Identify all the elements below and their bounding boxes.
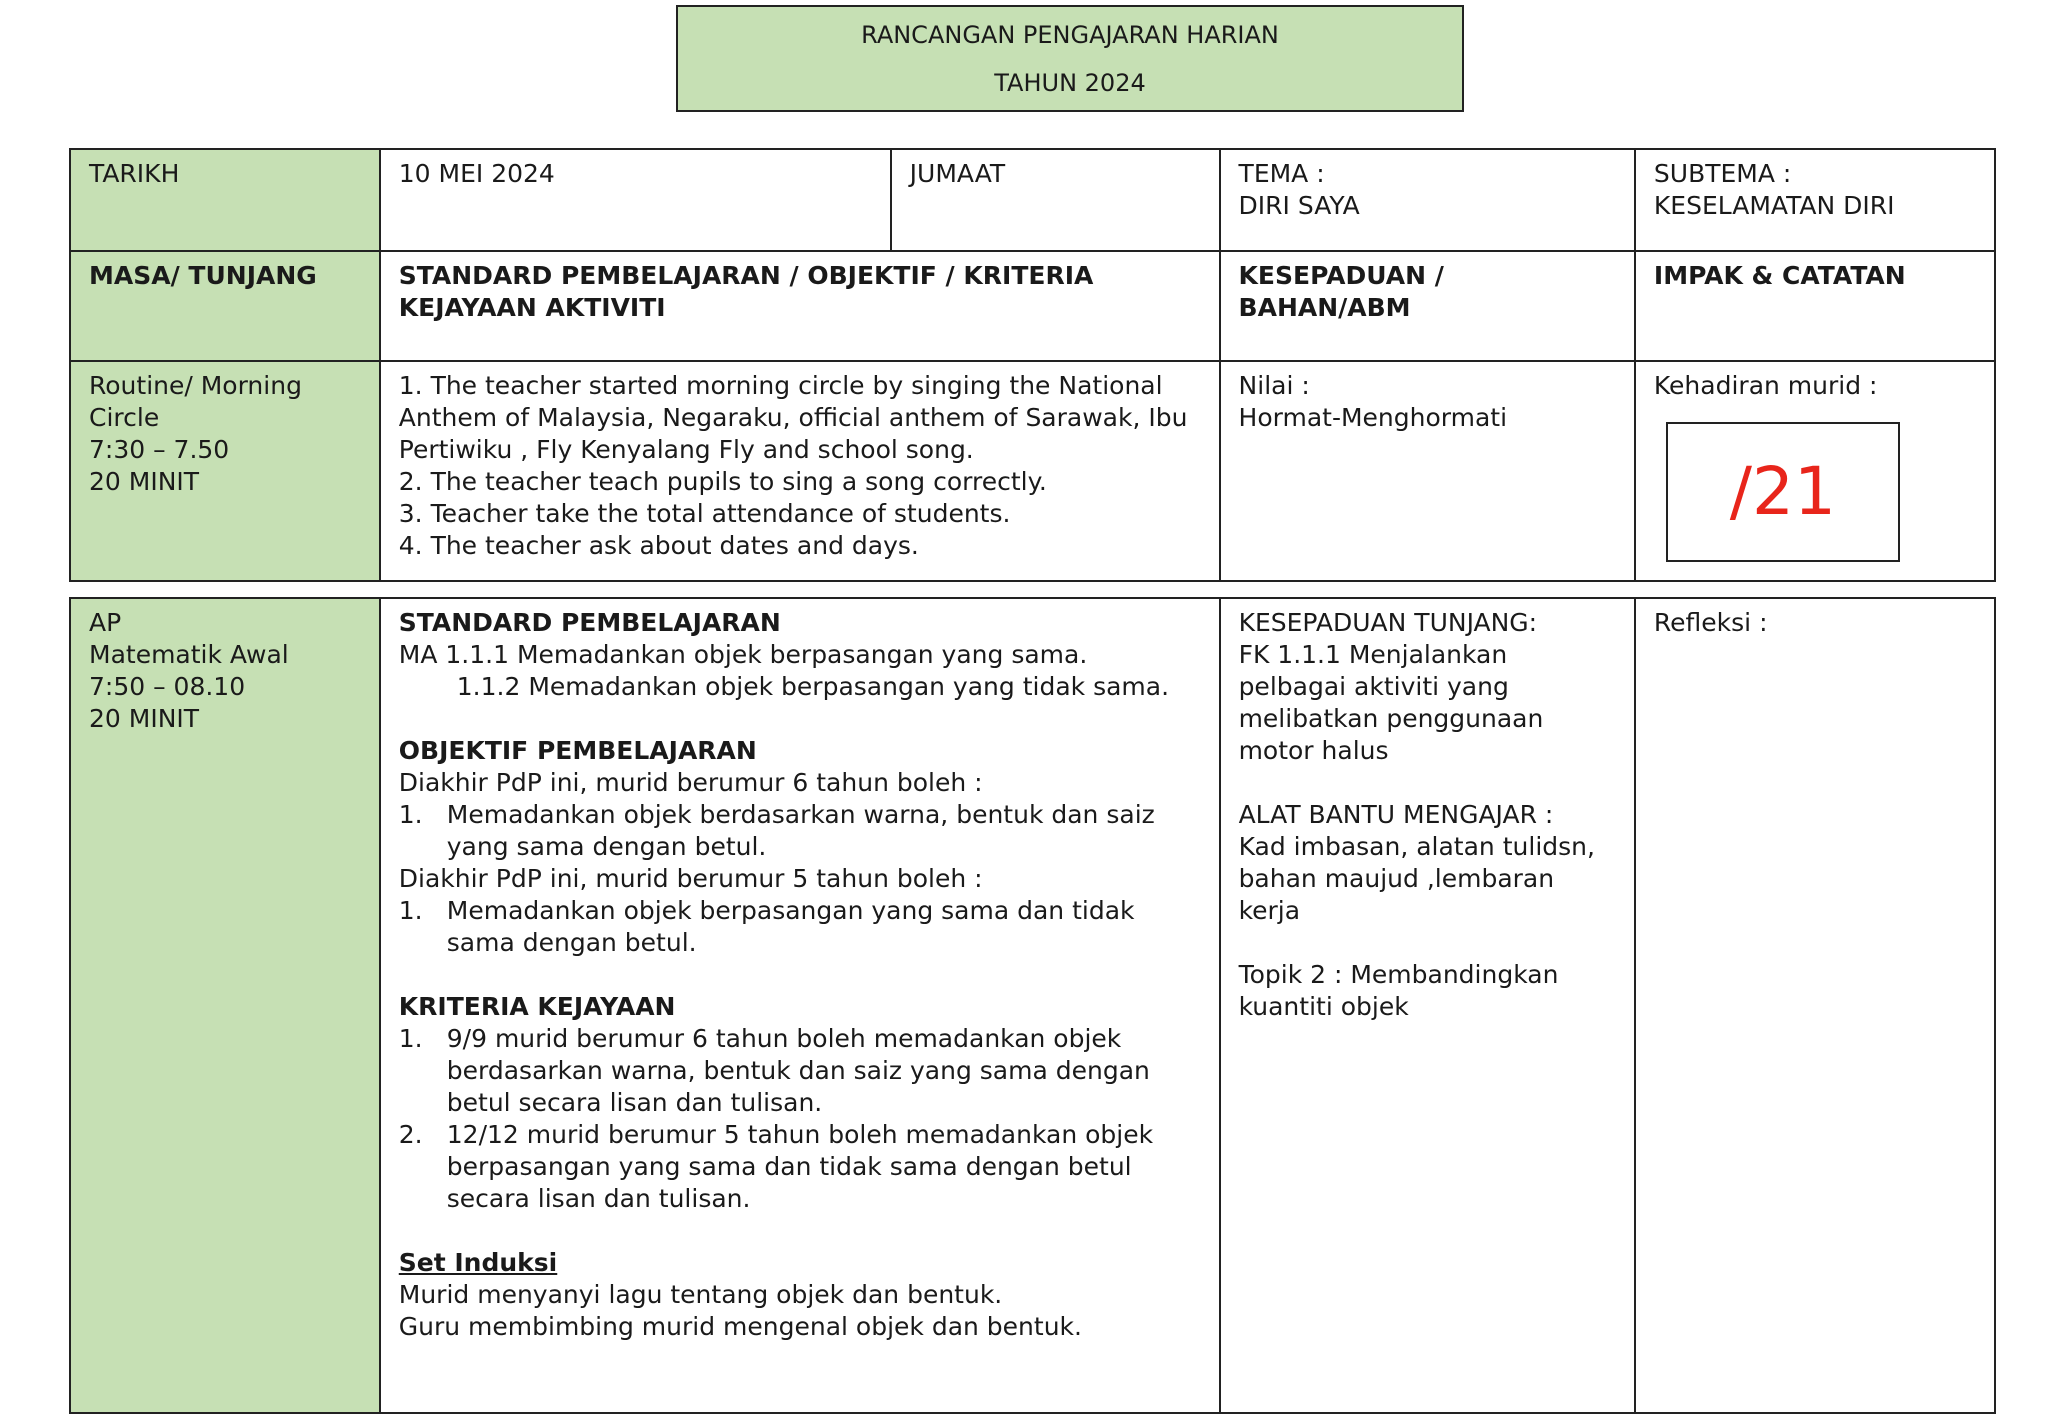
si-line: Murid menyanyi lagu tentang objek dan bentuk.: [398, 1280, 1003, 1309]
routine-row: [70, 361, 1995, 581]
routine-time: 7:30 – 7.50: [89, 435, 230, 464]
op-item-text: Memadankan objek berdasarkan warna, bentuk dan saiz yang sama dengan betul.: [446, 800, 1155, 861]
session-time-cell: [70, 598, 380, 1413]
impak-header: IMPAK & CATATAN: [1635, 251, 1995, 361]
column-header-row: [70, 251, 1995, 361]
abm-text: Kad imbasan, alatan tulidsn, bahan maujud ,lembaran kerja: [1238, 832, 1595, 925]
si-line: Guru membimbing murid mengenal objek dan bentuk.: [398, 1312, 1082, 1341]
subtema-cell: [1635, 149, 1995, 251]
topik-text: Topik 2 : Membandingkan kuantiti objek: [1238, 960, 1559, 1021]
session-time: 7:50 – 08.10: [89, 672, 246, 701]
subtema-label: SUBTEMA :: [1653, 159, 1792, 188]
op-item-text: Memadankan objek berpasangan yang sama dan tidak sama dengan betul.: [446, 896, 1135, 957]
lesson-plan-table: [69, 148, 1996, 582]
sp-line: MA 1.1.1 Memadankan objek berpasangan yang sama.: [398, 640, 1088, 669]
nilai-label: Nilai :: [1238, 371, 1310, 400]
nilai-value: Hormat-Menghormati: [1238, 403, 1508, 432]
routine-time-cell: [70, 361, 380, 581]
routine-activities-cell: [380, 361, 1220, 581]
op-item-number: 1.: [398, 896, 423, 925]
sp-heading: STANDARD PEMBELAJARAN: [398, 608, 781, 637]
kehadiran-label: Kehadiran murid :: [1653, 371, 1878, 400]
kk-item: [399, 1119, 1201, 1215]
session-subject: Matematik Awal: [89, 640, 289, 669]
routine-duration: 20 MINIT: [89, 467, 200, 496]
kk-heading: KRITERIA KEJAYAAN: [398, 992, 676, 1021]
tarikh-label: TARIKH: [70, 149, 380, 251]
kt-text: FK 1.1.1 Menjalankan pelbagai aktiviti yang melibatkan penggunaan motor halus: [1238, 640, 1544, 765]
kesepaduan-header: KESEPADUAN / BAHAN/ABM: [1220, 251, 1635, 361]
routine-activity: 1. The teacher started morning circle by singing the National Anthem of Malaysia, Negaraku, official anthem of Sarawak, Ibu Pertiwiku , Fly Kenyalang Fly and school song.: [398, 371, 1188, 464]
kk-item-number: 2.: [398, 1120, 423, 1149]
op-intro: Diakhir PdP ini, murid berumur 5 tahun boleh :: [398, 864, 983, 893]
routine-name: Routine/ Morning Circle: [89, 371, 302, 432]
attendance-count: /21: [1729, 453, 1837, 530]
kk-item: [399, 1023, 1201, 1119]
abm-label: ALAT BANTU MENGAJAR :: [1238, 800, 1554, 829]
document-title: RANCANGAN PENGAJARAN HARIAN: [861, 21, 1279, 49]
masa-header: MASA/ TUNJANG: [70, 251, 380, 361]
kt-label: KESEPADUAN TUNJANG:: [1238, 608, 1538, 637]
kehadiran-cell: [1635, 361, 1995, 581]
op-heading: OBJEKTIF PEMBELAJARAN: [398, 736, 757, 765]
op-intro: Diakhir PdP ini, murid berumur 6 tahun boleh :: [398, 768, 983, 797]
refleksi-cell: [1635, 598, 1995, 1413]
lesson-session-table: [69, 597, 1996, 1414]
subtema-value: KESELAMATAN DIRI: [1653, 191, 1895, 220]
tema-label: TEMA :: [1238, 159, 1325, 188]
document-year: TAHUN 2024: [994, 69, 1146, 97]
session-code: AP: [89, 608, 122, 637]
date-value: 10 MEI 2024: [380, 149, 891, 251]
op-item: [399, 895, 1201, 959]
day-value: JUMAAT: [891, 149, 1220, 251]
session-content-cell: [380, 598, 1220, 1413]
routine-activity: 2. The teacher teach pupils to sing a song correctly.: [398, 467, 1047, 496]
op-item: [399, 799, 1201, 863]
kesepaduan-cell: [1220, 598, 1635, 1413]
document-title-box: [676, 5, 1464, 112]
info-row: [70, 149, 1995, 251]
refleksi-label: Refleksi :: [1653, 608, 1768, 637]
si-heading: Set Induksi: [398, 1248, 558, 1277]
nilai-cell: [1220, 361, 1635, 581]
routine-activity: 3. Teacher take the total attendance of students.: [398, 499, 1011, 528]
sp-line: 1.1.2 Memadankan objek berpasangan yang tidak sama.: [456, 672, 1170, 701]
routine-activity: 4. The teacher ask about dates and days.: [398, 531, 919, 560]
tema-cell: [1220, 149, 1635, 251]
session-duration: 20 MINIT: [89, 704, 200, 733]
kk-item-number: 1.: [398, 1024, 423, 1053]
tema-value: DIRI SAYA: [1238, 191, 1360, 220]
attendance-box: [1666, 422, 1900, 562]
op-item-number: 1.: [398, 800, 423, 829]
standard-header: STANDARD PEMBELAJARAN / OBJEKTIF / KRITERIA KEJAYAAN AKTIVITI: [380, 251, 1220, 361]
kk-item-text: 9/9 murid berumur 6 tahun boleh memadankan objek berdasarkan warna, bentuk dan saiz yang sama dengan betul secara lisan dan tulisan.: [446, 1024, 1150, 1117]
kk-item-text: 12/12 murid berumur 5 tahun boleh memadankan objek berpasangan yang sama dan tidak sama dengan betul secara lisan dan tulisan.: [446, 1120, 1154, 1213]
session-row: [70, 598, 1995, 1413]
